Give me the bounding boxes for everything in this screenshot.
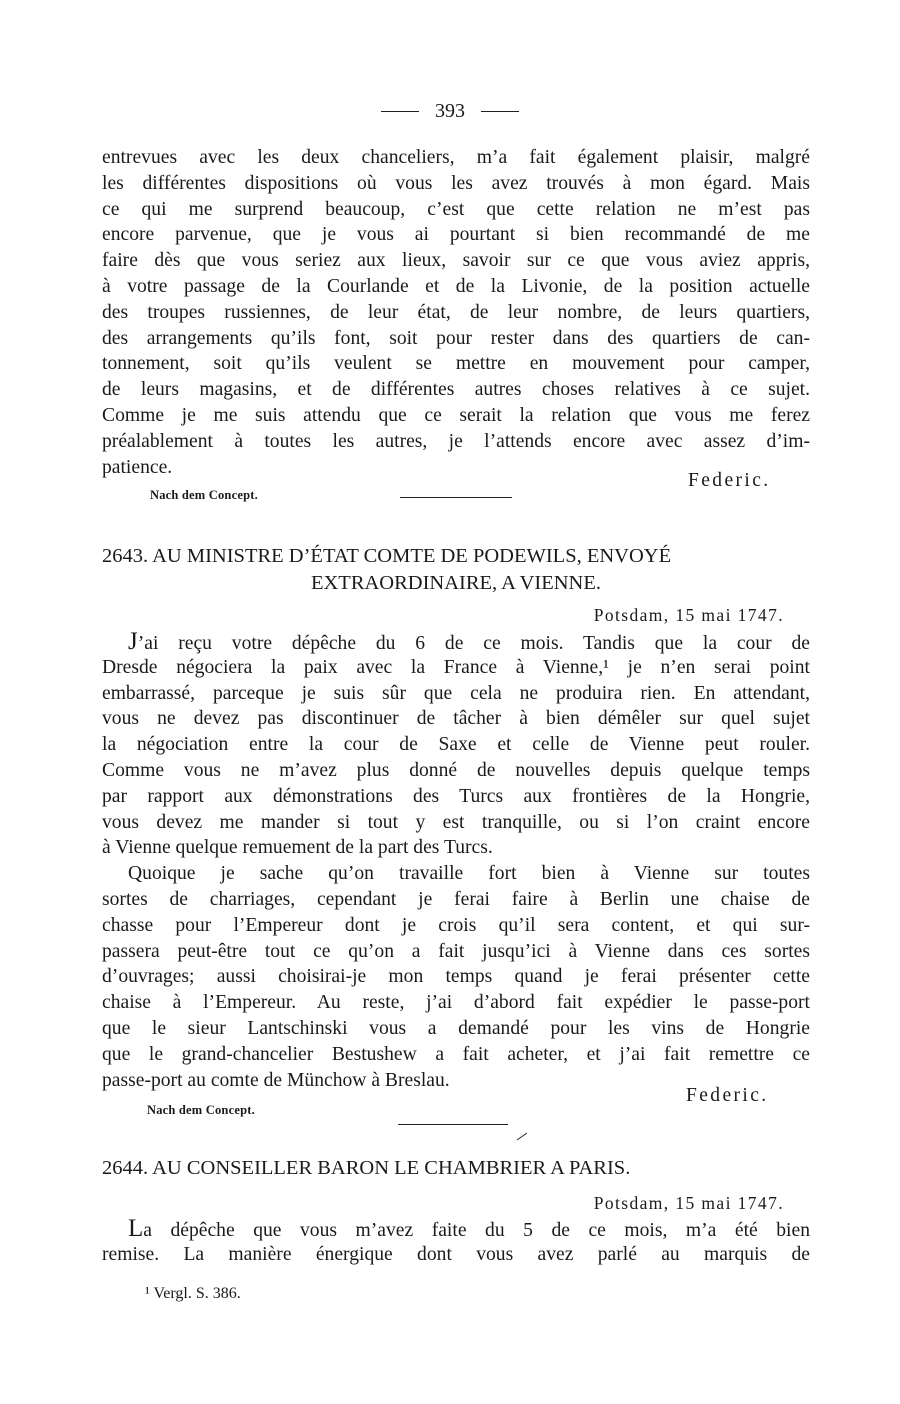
text-line: patience. xyxy=(102,456,173,478)
print-mark xyxy=(517,1133,527,1141)
text-line xyxy=(102,629,810,655)
text-line: sortes de charriages, cependant je ferai faire à Berlin une chaise de xyxy=(102,888,810,910)
letter-body xyxy=(102,1216,810,1268)
text-line-rest: a dépêche que vous m’avez faite du 5 de ce mois, m’a été bien xyxy=(143,1220,810,1241)
dateline: Potsdam, 15 mai 1747. xyxy=(593,1193,784,1213)
text-line: de leurs magasins, et de différentes autres choses relatives à ce sujet. xyxy=(102,379,810,401)
signature: Federic. xyxy=(688,470,771,491)
letter-recipient: AU MINISTRE D’ÉTAT COMTE DE PODEWILS, ENVOYÉ xyxy=(152,545,672,567)
text-line: tonnement, soit qu’ils veulent se mettre en mouvement pour camper, xyxy=(102,353,810,375)
text-line: à Vienne quelque remuement de la part des Turcs. xyxy=(102,837,493,859)
header-dash-right xyxy=(481,111,519,112)
page-number: 393 xyxy=(435,100,465,122)
text-line: des troupes russiennes, de leur état, de leur nombre, de leurs quartiers, xyxy=(102,301,810,323)
text-line: vous ne devez pas discontinuer de tâcher à bien démêler sur quel sujet xyxy=(102,708,810,730)
text-line: Quoique je sache qu’on travaille fort bien à Vienne sur toutes xyxy=(128,863,810,885)
text-line-rest: ’ai reçu votre dépêche du 6 de ce mois. Tandis que la cour de xyxy=(137,633,810,654)
text-line: que le grand-chancelier Bestushew a fait acheter, et j’ai fait remettre ce xyxy=(102,1043,810,1065)
text-line: Comme vous ne m’avez plus donné de nouvelles depuis quelque temps xyxy=(102,759,810,781)
section-divider xyxy=(398,1124,508,1125)
text-line: encore parvenue, que je vous ai pourtant si bien recommandé de me xyxy=(102,224,810,246)
text-line: Dresde négociera la paix avec la France à Vienne,¹ je n’en serai point xyxy=(102,656,810,678)
source-note: Nach dem Concept. xyxy=(147,1103,255,1117)
source-note: Nach dem Concept. xyxy=(150,488,258,502)
letter-number: 2643. xyxy=(102,545,149,567)
footnote: ¹ Vergl. S. 386. xyxy=(145,1285,241,1302)
text-line: que le sieur Lantschinski vous a demandé pour les vins de Hongrie xyxy=(102,1017,810,1039)
signature: Federic. xyxy=(686,1085,769,1106)
continued-letter-text xyxy=(102,145,810,480)
text-line: ce qui me surprend beaucoup, c’est que cette relation ne m’est pas xyxy=(102,198,810,220)
text-line: vous devez me mander si tout y est tranquille, ou si l’on craint encore xyxy=(102,811,810,833)
text-line: les différentes dispositions où vous les avez trouvés à mon égard. Mais xyxy=(102,172,810,194)
header-dash-left xyxy=(381,111,419,112)
text-line xyxy=(102,1216,810,1242)
text-line: Comme je me suis attendu que ce serait la relation que vous me ferez xyxy=(102,404,810,426)
letter-heading xyxy=(102,1155,810,1182)
text-line: embarrassé, parceque je suis sûr que cela ne produira rien. En attendant, xyxy=(102,682,810,704)
section-divider xyxy=(400,497,512,498)
text-line: faire dès que vous seriez aux lieux, savoir sur ce que vous aviez appris, xyxy=(102,250,810,272)
text-line: la négociation entre la cour de Saxe et celle de Vienne peut rouler. xyxy=(102,734,810,756)
letter-heading xyxy=(102,543,810,597)
dateline: Potsdam, 15 mai 1747. xyxy=(593,605,784,625)
letter-body xyxy=(102,629,810,1093)
letter-heading-line xyxy=(102,1155,810,1182)
text-line: d’ouvrages; aussi choisirai-je mon temps quand je ferai présenter cette xyxy=(102,966,810,988)
letter-heading-line: EXTRAORDINAIRE, A VIENNE. xyxy=(310,572,602,594)
text-line: par rapport aux démonstrations des Turcs aux frontières de la Hongrie, xyxy=(102,785,810,807)
text-line: préalablement à toutes les autres, je l’attends encore avec assez d’im- xyxy=(102,430,810,452)
text-line: passe-port au comte de Münchow à Breslau. xyxy=(102,1069,450,1091)
text-line: passera peut-être tout ce qu’on a fait jusqu’ici à Vienne dans ces sortes xyxy=(102,940,810,962)
text-line: chaise à l’Empereur. Au reste, j’ai d’abord fait expédier le passe-port xyxy=(102,992,810,1014)
text-line: entrevues avec les deux chanceliers, m’a fait également plaisir, malgré xyxy=(102,147,810,168)
initial-letter: L xyxy=(128,1215,144,1242)
text-line: chasse pour l’Empereur dont je crois qu’il sera content, et qui sur- xyxy=(102,914,810,936)
initial-letter: J xyxy=(128,628,138,655)
letter-recipient: AU CONSEILLER BARON LE CHAMBRIER A PARIS. xyxy=(152,1157,631,1179)
text-line: remise. La manière énergique dont vous avez parlé au marquis de xyxy=(102,1243,810,1265)
letter-number: 2644. xyxy=(102,1157,149,1179)
letter-heading-line xyxy=(102,543,810,570)
text-line: à votre passage de la Courlande et de la Livonie, de la position actuelle xyxy=(102,275,810,297)
page-header xyxy=(0,100,900,123)
text-line: des arrangements qu’ils font, soit pour rester dans des quartiers de can- xyxy=(102,327,810,349)
